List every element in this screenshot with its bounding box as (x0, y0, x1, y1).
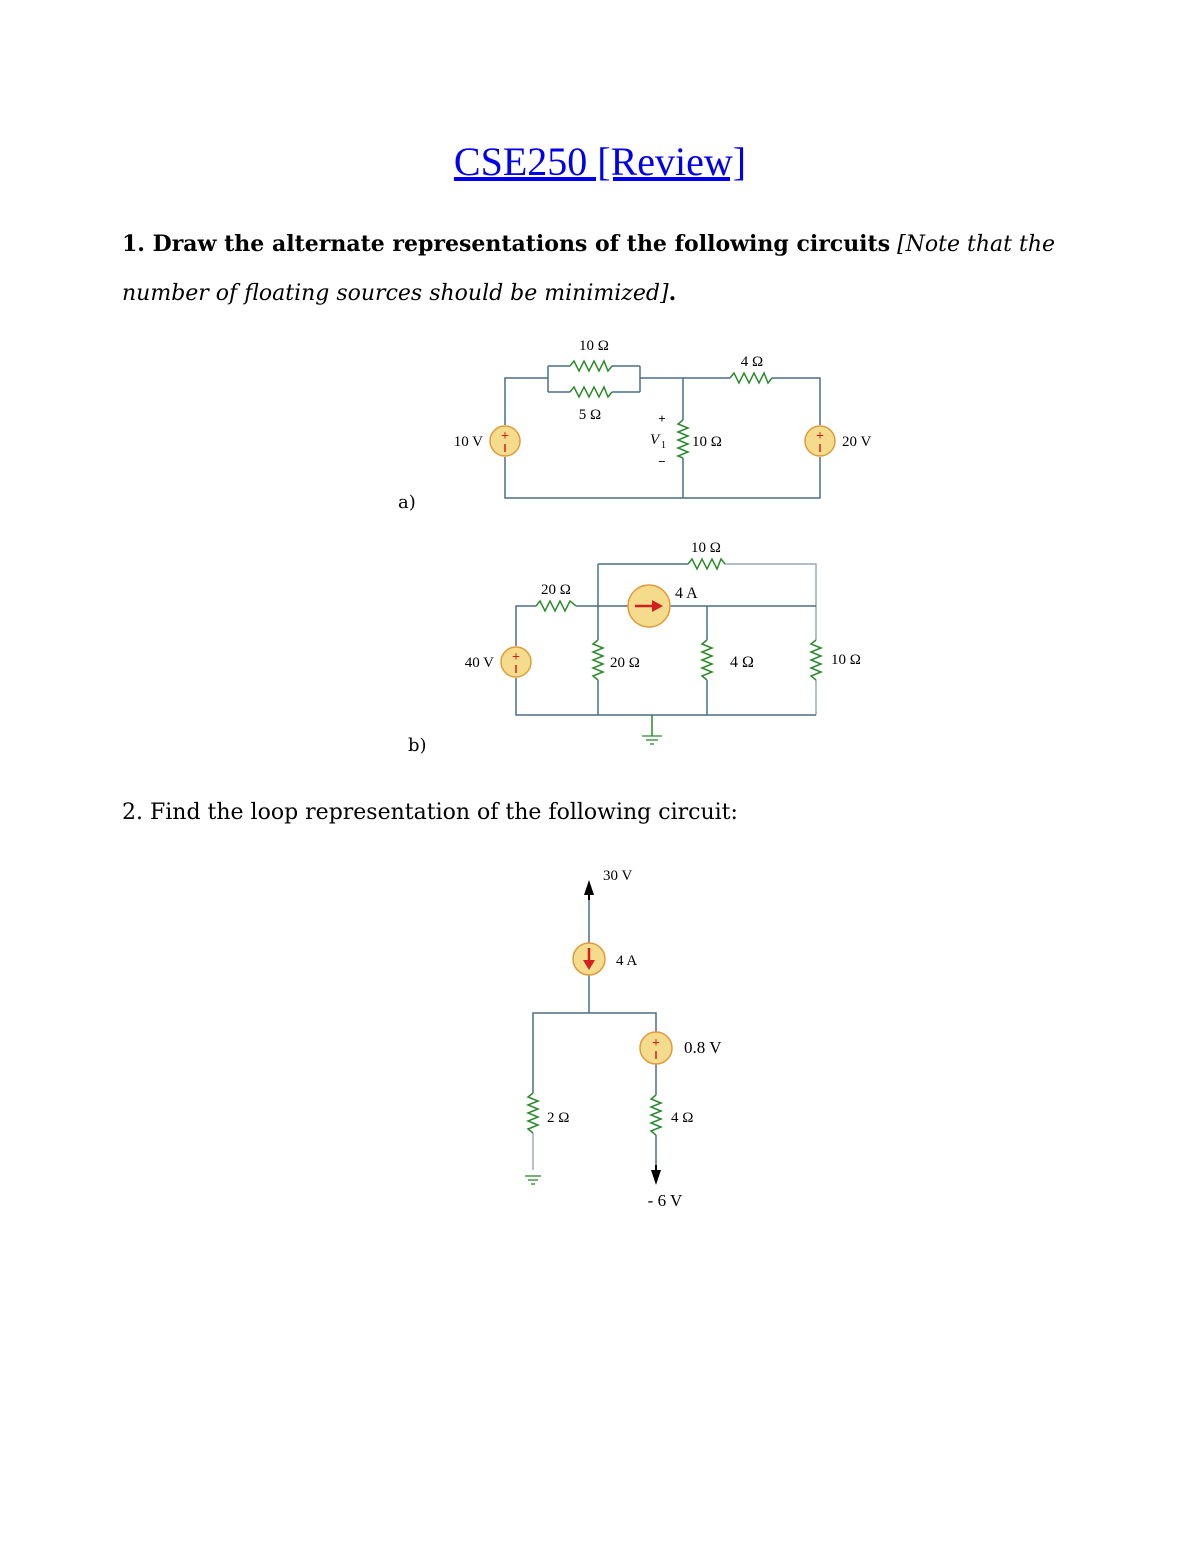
label-2-4ohm: 4 Ω (671, 1110, 694, 1126)
label-b-10ohm-vertical: 10 Ω (831, 652, 861, 668)
circuit-a (505, 366, 820, 498)
resistor-a-5ohm (570, 387, 612, 397)
label-a-4ohm: 4 Ω (740, 354, 764, 370)
label-2-4a: 4 A (616, 953, 638, 969)
label-a-v1: V (650, 432, 660, 448)
label-b-4a: 4 A (675, 585, 698, 602)
label-2-2ohm: 2 Ω (547, 1110, 570, 1126)
label-a-v1-minus: − (658, 454, 666, 469)
document-title[interactable]: CSE250 [Review] (453, 139, 747, 184)
svg-text:+: + (652, 1036, 660, 1051)
label-b-4ohm-vertical: 4 Ω (730, 654, 754, 671)
resistor-b-20ohm-left (536, 601, 576, 611)
resistor-b-4ohm-vertical (702, 640, 712, 680)
label-b-20ohm-left: 20 Ω (541, 582, 571, 598)
voltage-source-2 (640, 1032, 672, 1064)
circuit-a-label: a) (398, 492, 416, 513)
voltage-source-b-left (501, 647, 531, 677)
label-a-20v: 20 V (842, 434, 872, 450)
circuit-b-wire (516, 678, 816, 715)
current-source-b (628, 585, 670, 627)
label-a-v1-sub: 1 (661, 440, 666, 451)
label-2-minus6v: - 6 V (647, 1191, 683, 1210)
circuit-a-wire (505, 378, 548, 425)
resistor-2-2ohm (528, 1093, 538, 1133)
question-2: 2. Find the loop representation of the following circuit: (122, 800, 738, 825)
circuit-a-wire (772, 378, 820, 425)
resistor-a-10ohm-middle (678, 420, 688, 458)
resistor-b-10ohm-top (688, 559, 725, 569)
resistor-b-20ohm-vertical (593, 640, 603, 680)
label-2-0-8v: 0.8 V (684, 1038, 722, 1057)
circuit-b-label: b) (408, 735, 427, 756)
label-b-10ohm-top: 10 Ω (691, 540, 721, 556)
label-b-20ohm-vertical: 20 Ω (610, 655, 640, 671)
resistor-a-4ohm (730, 373, 772, 383)
circuit-2 (533, 895, 656, 1170)
resistor-2-4ohm (651, 1095, 661, 1135)
voltage-source-a-right (805, 426, 835, 456)
label-b-40v: 40 V (464, 655, 494, 671)
question-1-prefix: 1. Draw the alternate representations of the following circuits (122, 231, 891, 257)
circuit-b-wire (516, 606, 536, 646)
circuit-2-wire (533, 1013, 656, 1093)
current-source-2 (573, 943, 605, 975)
svg-text:+: + (512, 650, 520, 665)
label-a-10ohm-middle: 10 Ω (692, 434, 722, 450)
arrow-down-minus6v (651, 1165, 661, 1185)
circuit-b-wire (725, 564, 816, 640)
svg-text:+: + (816, 429, 824, 444)
label-a-v1-plus: + (658, 411, 666, 426)
voltage-source-a-left (490, 426, 520, 456)
label-a-10ohm-top: 10 Ω (579, 338, 609, 354)
resistor-a-10ohm-top (570, 361, 612, 371)
ground-symbol-2 (525, 1176, 541, 1184)
ground-symbol-b (642, 736, 662, 744)
label-a-10v: 10 V (453, 434, 483, 450)
arrow-up-30v (584, 880, 594, 900)
question-1-note: [Note that the number of floating sources should be minimized] (122, 232, 1056, 306)
resistor-b-10ohm-vertical (811, 640, 821, 680)
circuit-a-wire (683, 457, 820, 498)
label-a-5ohm: 5 Ω (578, 407, 602, 423)
svg-text:+: + (501, 429, 509, 444)
question-1-suffix: . (668, 280, 677, 306)
label-2-30v: 30 V (603, 868, 633, 884)
circuit-a-wire (505, 457, 683, 498)
